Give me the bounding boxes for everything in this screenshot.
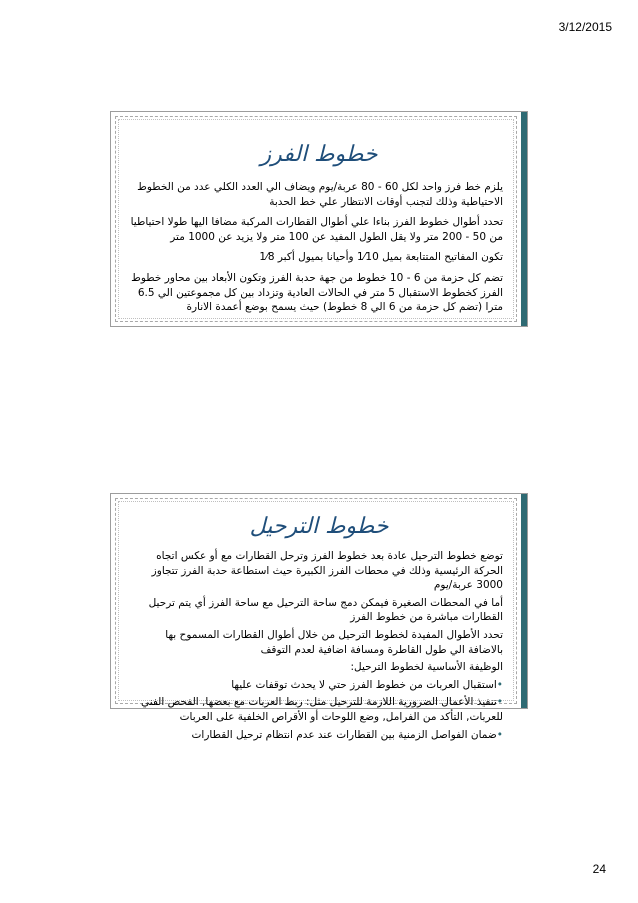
slide-title: خطوط الفرز	[260, 142, 378, 167]
bullet-text: استقبال العربات من خطوط الفرز حتي لا يحدث توقفات عليها	[231, 678, 497, 691]
slide-paragraph: تحدد الأطوال المفيدة لخطوط الترحيل من خلال أطوال القطارات المسموح بها بالاضافة الي طول القاطرة ومسافة اضافية لعدم التوقف	[165, 628, 503, 656]
bullet-icon: •	[496, 678, 503, 691]
bullet-icon: •	[496, 696, 503, 709]
slide-title: خطوط الترحيل	[249, 514, 389, 539]
slide-paragraph: توضع خطوط الترحيل عادة بعد خطوط الفرز وترحل القطارات مع أو عكس اتجاه الحركة الرئيسية وذلك في محطات الفرز الكبيرة حيث استطاعة حدبة الفرز تتجاوز 3000 عربة/يوم	[151, 550, 503, 592]
bullet-item	[129, 728, 503, 743]
bullet-text: تنفيذ الأعمال الضرورية اللازمة للترحيل مثل: ربط العربات مع بعضها, الفحص الفني للعربات, التأكد من الفرامل, وضع اللوحات أو الأقراص الخلفية على العربات	[140, 696, 503, 723]
slide-departure-tracks	[110, 493, 528, 741]
bullet-text: ضمان الفواصل الزمنية بين القطارات عند عدم انتظام ترحيل القطارات	[191, 728, 497, 741]
slide-body	[129, 549, 503, 745]
bullet-item	[129, 678, 503, 693]
page-number: 24	[592, 862, 606, 876]
slide-paragraph: تضم كل حزمة من 6 - 10 خطوط من جهة حدبة الفرز وتكون الأبعاد بين محاور خطوط الفرز كخطوط الاستقبال 5 متر في الحالات العادية وتزداد بين كل مجموعتين الي 6.5 مترا (تضم كل حزمة من 6 الي 8 خطوط) حيث يسمح بوضع أعمدة الانارة	[131, 271, 503, 314]
slide-paragraph: تحدد أطوال خطوط الفرز بناءا علي أطوال القطارات المركبة مضافا اليها طولا احتياطيا من 50 - 200 متر ولا يقل الطول المفيد عن 100 متر ولا يزيد عن 1000 متر	[130, 216, 503, 243]
slide-sorting-tracks	[110, 111, 528, 327]
slide-paragraph: يلزم خط فرز واحد لكل 60 - 80 عربة/يوم ويضاف الي العدد الكلي عدد من الخطوط الاحتياطية وذلك لتجنب أوقات الانتظار علي خط الحدبة	[137, 181, 503, 208]
slide-paragraph: تكون المفاتيح المتتابعة بميل 1⁄10 وأحيانا بميول أكبر 1⁄8	[259, 251, 503, 264]
slide-accent-bar	[521, 112, 527, 326]
slide-paragraph: الوظيفة الأساسية لخطوط الترحيل:	[350, 661, 503, 674]
slide-accent-bar	[521, 494, 527, 708]
slide-body	[129, 180, 503, 321]
slide-paragraph: أما في المحطات الصغيرة فيمكن دمج ساحة الترحيل مع ساحة الفرز أي يتم ترحيل القطارات مباشرة من خطوط الفرز	[148, 596, 503, 624]
bullet-item	[129, 695, 503, 724]
bullet-icon: •	[496, 728, 503, 741]
print-date: 3/12/2015	[558, 20, 612, 34]
